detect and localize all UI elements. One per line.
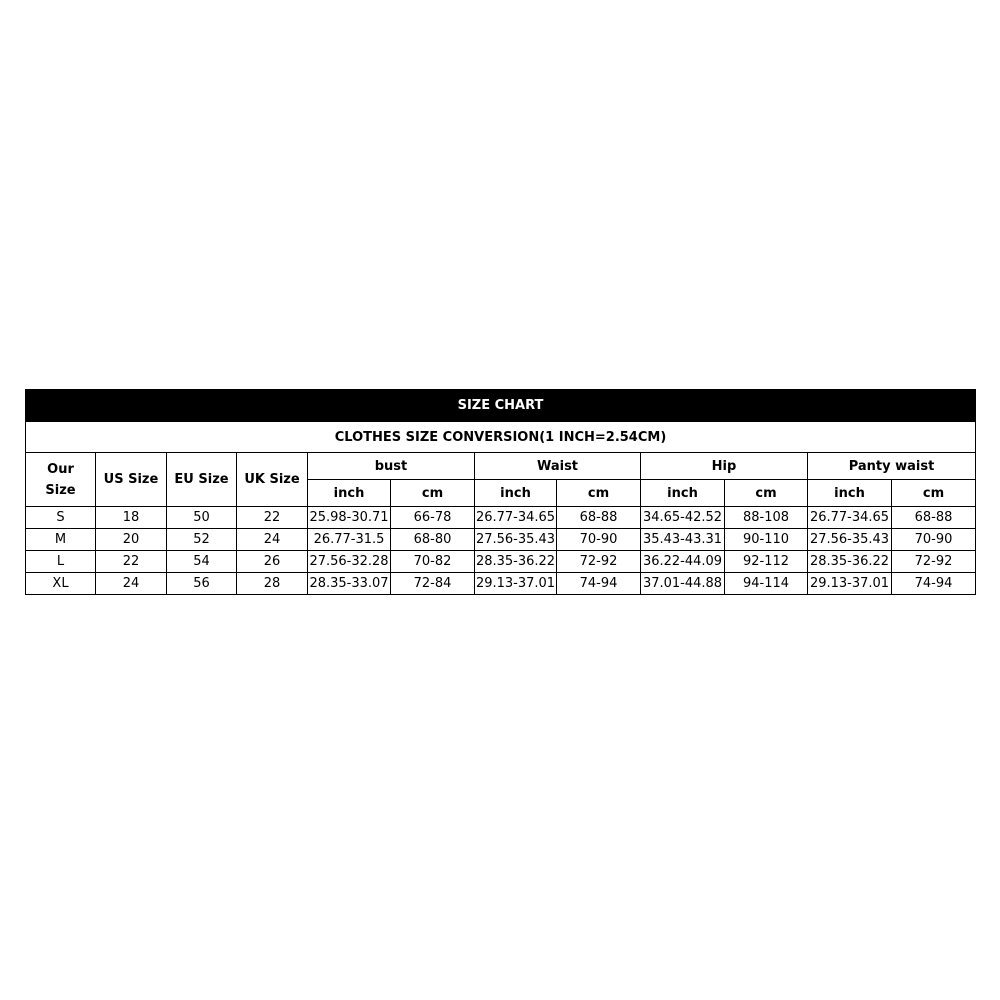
header-our-size-line2: Size — [45, 482, 76, 498]
header-panty-waist: Panty waist — [808, 453, 976, 480]
cell-uk-size: 22 — [237, 507, 308, 529]
cell-hip-cm: 88-108 — [725, 507, 808, 529]
cell-uk-size: 26 — [237, 551, 308, 573]
header-waist: Waist — [475, 453, 641, 480]
cell-bust-inch: 26.77-31.5 — [308, 529, 391, 551]
cell-hip-inch: 37.01-44.88 — [641, 573, 725, 595]
cell-uk-size: 28 — [237, 573, 308, 595]
cell-panty-inch: 29.13-37.01 — [808, 573, 892, 595]
unit-hip-inch: inch — [641, 480, 725, 507]
cell-eu-size: 56 — [167, 573, 237, 595]
header-bust: bust — [308, 453, 475, 480]
table-row — [26, 573, 976, 595]
cell-panty-inch: 28.35-36.22 — [808, 551, 892, 573]
cell-us-size: 24 — [96, 573, 167, 595]
cell-hip-cm: 94-114 — [725, 573, 808, 595]
unit-panty-cm: cm — [892, 480, 976, 507]
header-uk-size: UK Size — [237, 453, 308, 507]
cell-hip-cm: 90-110 — [725, 529, 808, 551]
cell-our-size: L — [26, 551, 96, 573]
cell-eu-size: 52 — [167, 529, 237, 551]
cell-panty-cm: 72-92 — [892, 551, 976, 573]
cell-bust-cm: 66-78 — [391, 507, 475, 529]
cell-panty-inch: 26.77-34.65 — [808, 507, 892, 529]
header-us-size: US Size — [96, 453, 167, 507]
cell-eu-size: 54 — [167, 551, 237, 573]
unit-bust-inch: inch — [308, 480, 391, 507]
conversion-subtitle: CLOTHES SIZE CONVERSION(1 INCH=2.54CM) — [26, 422, 976, 453]
cell-waist-cm: 74-94 — [557, 573, 641, 595]
cell-hip-inch: 35.43-43.31 — [641, 529, 725, 551]
header-our-size-line1: Our — [47, 461, 74, 477]
table-row — [26, 529, 976, 551]
cell-our-size: M — [26, 529, 96, 551]
cell-panty-cm: 68-88 — [892, 507, 976, 529]
header-eu-size: EU Size — [167, 453, 237, 507]
cell-bust-inch: 28.35-33.07 — [308, 573, 391, 595]
unit-panty-inch: inch — [808, 480, 892, 507]
cell-waist-inch: 26.77-34.65 — [475, 507, 557, 529]
cell-waist-cm: 68-88 — [557, 507, 641, 529]
unit-waist-cm: cm — [557, 480, 641, 507]
unit-bust-cm: cm — [391, 480, 475, 507]
cell-bust-inch: 25.98-30.71 — [308, 507, 391, 529]
cell-waist-inch: 29.13-37.01 — [475, 573, 557, 595]
cell-panty-cm: 74-94 — [892, 573, 976, 595]
unit-hip-cm: cm — [725, 480, 808, 507]
table-row — [26, 507, 976, 529]
cell-waist-inch: 28.35-36.22 — [475, 551, 557, 573]
cell-panty-inch: 27.56-35.43 — [808, 529, 892, 551]
header-hip: Hip — [641, 453, 808, 480]
table-row — [26, 551, 976, 573]
cell-bust-cm: 70-82 — [391, 551, 475, 573]
cell-waist-cm: 72-92 — [557, 551, 641, 573]
cell-us-size: 20 — [96, 529, 167, 551]
header-our-size — [26, 453, 96, 507]
cell-eu-size: 50 — [167, 507, 237, 529]
cell-panty-cm: 70-90 — [892, 529, 976, 551]
cell-waist-inch: 27.56-35.43 — [475, 529, 557, 551]
cell-bust-cm: 72-84 — [391, 573, 475, 595]
cell-our-size: S — [26, 507, 96, 529]
cell-hip-inch: 36.22-44.09 — [641, 551, 725, 573]
cell-us-size: 18 — [96, 507, 167, 529]
unit-waist-inch: inch — [475, 480, 557, 507]
cell-our-size: XL — [26, 573, 96, 595]
cell-us-size: 22 — [96, 551, 167, 573]
cell-hip-cm: 92-112 — [725, 551, 808, 573]
cell-uk-size: 24 — [237, 529, 308, 551]
cell-waist-cm: 70-90 — [557, 529, 641, 551]
cell-bust-inch: 27.56-32.28 — [308, 551, 391, 573]
size-chart-table — [25, 389, 976, 595]
cell-bust-cm: 68-80 — [391, 529, 475, 551]
chart-title: SIZE CHART — [26, 390, 976, 422]
cell-hip-inch: 34.65-42.52 — [641, 507, 725, 529]
